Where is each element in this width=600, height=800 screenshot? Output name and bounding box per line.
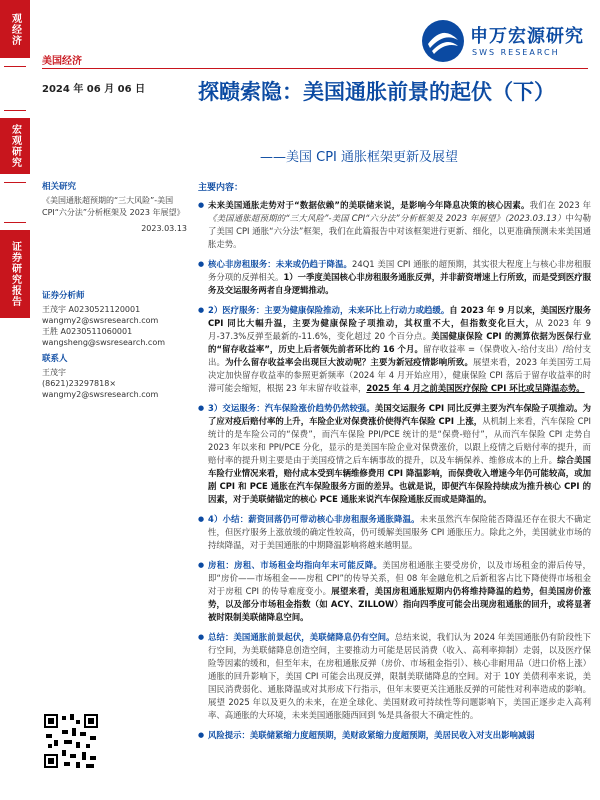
left-column	[42, 180, 187, 400]
summary-item	[198, 258, 591, 297]
summary-item	[198, 631, 591, 722]
summary-emph: 综合美国车险行业情况来看，赔付成本受到车辆维修费用 CPI 降温影响，而保费收入增速今年仍可能较高，或加剧 CPI 和 PCE 通胀在汽车保险服务方面的差异。也就是说，即便汽车保险持续成为推升核心 CPI 的因素，对于美联储锚定的核心 PCE 通胀来说汽车保险通胀反而或是降温的。	[208, 455, 592, 504]
summary-text: 从 2023 年 9 月-37.3%反弹至最新的-11.6%，变化超过 20 个百分点。	[208, 318, 591, 341]
summary-lead: 2）医疗服务：主要为健康保险推动，未来环比上行动力或趋缓。	[208, 305, 450, 315]
summary-lead: 未来美国通胀走势对于“数据依赖”的美联储来说，是影响今年降息决策的核心因素。	[208, 200, 530, 210]
side-divider	[4, 182, 26, 183]
sws-logo	[420, 18, 590, 66]
summary-text: 展望来看，2023 年美国劳工局决定加快留存收益率的参照更新频率（2024 年 4 月开始应用），健康保险 CPI 落后于留存收益率的时滞可能会缩短，根据 23 年末留存收益率，	[208, 357, 592, 393]
summary-lead: 总结：美国通胀前景起伏，美联储降息仍有空间。	[208, 632, 395, 642]
summary-emph: 展望来看，美国房租通胀短期内仍将维持降温的趋势，但美国房价涨势，以及部分市场租金指数（如 ACY、ZILLOW）指向四季度可能会出现房租通胀的回升，或将显著被时限制美联储降息空间。	[208, 586, 591, 622]
summary-lead: 房租：房租、市场租金均指向年末可能反降。	[208, 560, 383, 570]
side-tag-report: 证券研究报告	[0, 230, 30, 318]
summary-item	[198, 559, 591, 624]
risk-item	[198, 729, 591, 742]
contact-email[interactable]: wangmy2@swsresearch.com	[42, 390, 159, 399]
analyst-heading: 证券分析师	[42, 291, 85, 301]
side-tag-macro: 宏观研究	[0, 118, 30, 174]
side-tag-economy: 观经济	[0, 0, 30, 58]
related-heading: 相关研究	[42, 182, 77, 192]
side-divider	[4, 222, 26, 223]
summary-text: 总结来说，我们认为 2024 年美国通胀仍有阶段性下行空间，为美联储降息创造空间，主要推动力可能是居民消费（收入、高利率抑制）走弱，以及医疗保险等因素的缓和，但至年末，在房租通胀反弹（房价、市场租金指引）、核心非耐用品（进口价格上涨）通胀的回升影响下，美国 CPI 可能会出现反弹，限制美联储降息的空间。对于 10Y 美债利率来说，美国民消费弱化、通胀降温或对其形成下行指示，但年末要更关注通胀反弹的可能性对利率造成的影响。展望 2025 年以及更久的未来，在逆全球化、美国财政可持续性等问题影响下，美国正逐步走入高利率、高通胀的大环境，未来美国通胀随西回到 %是具备很大不确定性的。	[208, 632, 591, 720]
summary-conclusion: 2025 年 4 月之前美国医疗保险 CPI 环比或呈降温态势。	[366, 383, 585, 393]
main-content	[198, 180, 591, 749]
analyst-line: 王胜 A0230511060001	[42, 327, 133, 336]
summary-item	[198, 402, 591, 506]
summary-text: 我们在 2023 年	[529, 200, 591, 210]
logo-name-en: SWS RESEARCH	[472, 48, 560, 57]
analyst-email[interactable]: wangmy2@swsresearch.com	[42, 316, 159, 325]
related-report-link[interactable]: 《美国通胀超预期的“三大风险”-美国 CPI“六分法”分析框架及 2023 年展望》	[42, 196, 185, 217]
header-rule	[42, 68, 588, 69]
summary-ref: 《美国通胀超预期的“三大风险”-美国 CPI“六分法”分析框架及 2023 年展望》（2023.03.13）	[208, 213, 566, 223]
summary-emph: 为什么留存收益率会出现巨大波动呢？主要为新冠疫情影响所致。	[225, 357, 473, 367]
report-category: 美国经济	[42, 56, 82, 67]
summary-text: 24Q1 美国 CPI 通胀的超预期，其实很大程度上与核心非房租服务分项的反弹相关。	[208, 259, 592, 282]
summary-text: 未来虽然汽车保险能否降温还存在很大不确定性，但医疗服务上涨放缓的确定性较高，仍可缓解美国服务 CPI 通胀压力。除此之外，美国就业市场的持续降温，对于美国通胀的中期降温影响将越来越明显。	[208, 514, 592, 550]
summary-text: 中勾勒了美国 CPI 通胀“六分法”框架，我们在此篇报告中对该框架进行更新、细化，以更准确预测未来美国通胀走势。	[208, 213, 591, 249]
contact-phone: (8621)23297818×	[42, 379, 117, 388]
contact-name: 王茂宇	[42, 368, 66, 377]
summary-text: 美国房租通胀主要受房价，以及市场租金的滞后传导，即“房价——市场租金——房租 CPI”的传导关系，但 08 年金融危机之后新租客占比下降使得市场租金对于房租 CPI 的传导难度变小。	[208, 560, 592, 596]
summary-lead: 核心非房租服务：未来或仍趋于降温。	[208, 259, 353, 269]
report-date: 2024 年 06 月 06 日	[42, 84, 146, 95]
logo-mark-icon	[420, 18, 466, 64]
summary-lead: 3）交运服务：汽车保险涨价趋势仍然较强。	[208, 403, 375, 413]
summary-emph: 美国健康保险 CPI 的测算依据为医保行业的“留存收益率”，历史上后者领先前者环比约 16 个月。	[208, 331, 591, 354]
qr-code-icon	[42, 712, 100, 770]
main-heading: 主要内容：	[198, 183, 244, 193]
logo-name-cn: 申万宏源研究	[470, 26, 584, 47]
summary-emph: 自 2023 年 9 月以来，美国医疗服务 CPI 同比大幅升温，主要为健康保险子项推动，其权重不大，但指数变化巨大，	[208, 305, 591, 328]
report-title: 探赜索隐：美国通胀前景的起伏（下）	[198, 80, 555, 104]
contact-heading: 联系人	[42, 354, 68, 364]
side-divider	[4, 66, 26, 67]
summary-text: 从机制上来看，汽车保险 CPI 统计的是车险公司的“保费”，而汽车保险 PPI/PCE 统计的是“保费-赔付”，从而汽车保险 CPI 走势自 2023 年以来和 PPI/PCE 分化，显示的是美国车险企业对保费涨价，以跟上疫情之后赔付率的提升，而赔付率的提升则主要是由于美国疫情之后车辆事故的提升，以及车辆保养、维修成本的上升。	[208, 416, 592, 465]
risk-warning: 风险提示：美联储紧缩力度超预期，美财政紧缩力度超预期，美居民收入对支出影响减弱	[208, 730, 535, 740]
analyst-email[interactable]: wangsheng@swsresearch.com	[42, 338, 166, 347]
analyst-line: 王茂宇 A0230521120001	[42, 305, 141, 314]
related-report-date: 2023.03.13	[141, 224, 187, 233]
summary-item	[198, 199, 591, 251]
summary-emph: 1）一季度美国核心非房租服务通胀反弹，并非薪资增速上行所致，而是受到医疗服务及交运服务两者自身逻辑推动。	[208, 272, 591, 295]
report-subtitle: ——美国 CPI 通胀框架更新及展望	[260, 150, 459, 165]
summary-item	[198, 513, 591, 552]
summary-lead: 4）小结：薪资回落仍可带动核心非房租服务通胀降温。	[208, 514, 420, 524]
side-divider	[4, 110, 26, 111]
summary-item	[198, 304, 591, 395]
summary-text: 留存收益率 =（保费收入-给付支出）/给付支出。	[208, 344, 591, 367]
side-strip	[0, 0, 30, 800]
summary-emph: 美国交运服务 CPI 同比反弹主要为汽车保险子项推动。为了应对疫后赔付率的上升，车险企业对保费涨价使得汽车保险 CPI 上涨，	[208, 403, 591, 426]
